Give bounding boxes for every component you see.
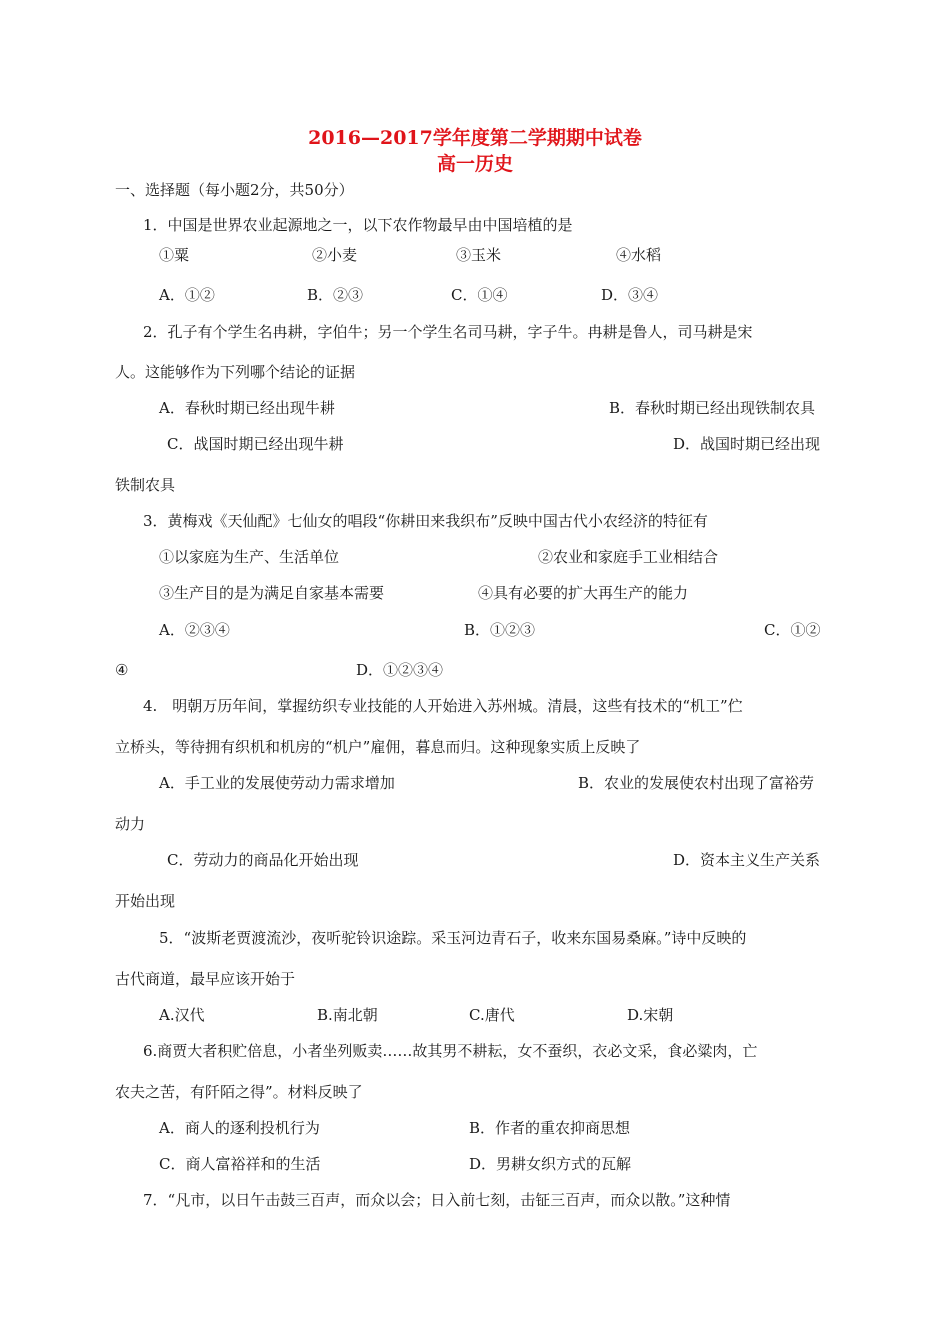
exam-subtitle: 高一历史 <box>436 153 513 175</box>
question-6: 6.商贾大者积贮倍息，小者坐列贩卖……故其男不耕耘，女不蚕织，衣必文采，食必粱肉，亡 <box>143 1042 758 1060</box>
q4-option-d-cont: 开始出现 <box>115 892 176 910</box>
q1-option-c: C．①④ <box>451 286 508 304</box>
q6-option-a: A．商人的逐利投机行为 <box>159 1119 320 1137</box>
q6-option-d: D．男耕女织方式的瓦解 <box>469 1155 632 1173</box>
section-heading: 一、选择题（每小题2分，共50分） <box>115 181 354 199</box>
q2-option-a: A．春秋时期已经出现牛耕 <box>159 399 335 417</box>
q2-option-d: D．战国时期已经出现 <box>673 435 821 453</box>
question-2: 2．孔子有个学生名冉耕，字伯牛；另一个学生名司马耕，字子牛。冉耕是鲁人，司马耕是宋 <box>143 323 753 341</box>
q3-item-3: ③生产目的是为满足自家基本需要 <box>159 584 385 602</box>
question-4: 4. 明朝万历年间，掌握纺织专业技能的人开始进入苏州城。清晨，这些有技术的“机工”伫 <box>143 697 743 715</box>
q6-option-c: C．商人富裕祥和的生活 <box>159 1155 321 1173</box>
q5-option-b: B.南北朝 <box>317 1006 378 1024</box>
q1-item-4: ④水稻 <box>616 246 662 264</box>
q1-item-1: ①粟 <box>159 246 190 264</box>
q4-option-b: B．农业的发展使农村出现了富裕劳 <box>578 774 815 792</box>
q4-option-b-cont: 动力 <box>115 815 146 833</box>
question-6-cont: 农夫之苦，有阡陌之得”。材料反映了 <box>115 1083 363 1101</box>
q3-option-c-cont: ④ <box>115 661 129 679</box>
q1-item-2: ②小麦 <box>312 246 358 264</box>
q1-option-b: B．②③ <box>307 286 364 304</box>
question-7: 7．“凡市，以日午击鼓三百声，而众以会；日入前七刻，击钲三百声，而众以散。”这种情 <box>143 1191 731 1209</box>
q3-option-c: C．①② <box>764 621 821 639</box>
q3-item-1: ①以家庭为生产、生活单位 <box>159 548 340 566</box>
q1-option-d: D．③④ <box>601 286 659 304</box>
q1-option-a: A．①② <box>159 286 215 304</box>
question-5-cont: 古代商道，最早应该开始于 <box>115 970 296 988</box>
question-3: 3．黄梅戏《天仙配》七仙女的唱段“你耕田来我织布”反映中国古代小农经济的特征有 <box>143 512 708 530</box>
q3-option-b: B．①②③ <box>464 621 536 639</box>
question-5: 5．“波斯老贾渡流沙，夜听驼铃识途踪。采玉河边青石子，收来东国易桑麻。”诗中反映的 <box>159 929 747 947</box>
q3-item-4: ④具有必要的扩大再生产的能力 <box>478 584 689 602</box>
q3-option-a: A．②③④ <box>159 621 230 639</box>
q6-option-b: B．作者的重农抑商思想 <box>469 1119 631 1137</box>
q3-option-d: D．①②③④ <box>356 661 444 679</box>
q5-option-c: C.唐代 <box>469 1006 515 1024</box>
question-1: 1．中国是世界农业起源地之一，以下农作物最早由中国培植的是 <box>143 216 573 234</box>
q4-option-c: C．劳动力的商品化开始出现 <box>167 851 359 869</box>
question-4-cont: 立桥头，等待拥有织机和机房的“机户”雇佣，暮息而归。这种现象实质上反映了 <box>115 738 641 756</box>
exam-title: 2016—2017学年度第二学期期中试卷 <box>308 127 642 149</box>
q4-option-d: D．资本主义生产关系 <box>673 851 821 869</box>
q4-option-a: A．手工业的发展使劳动力需求增加 <box>159 774 395 792</box>
q3-item-2: ②农业和家庭手工业相结合 <box>538 548 719 566</box>
q5-option-a: A.汉代 <box>159 1006 205 1024</box>
q5-option-d: D.宋朝 <box>627 1006 674 1024</box>
q2-option-c: C．战国时期已经出现牛耕 <box>167 435 344 453</box>
q2-option-d-cont: 铁制农具 <box>115 476 176 494</box>
question-2-cont: 人。这能够作为下列哪个结论的证据 <box>115 363 356 381</box>
q1-item-3: ③玉米 <box>456 246 502 264</box>
q2-option-b: B．春秋时期已经出现铁制农具 <box>609 399 816 417</box>
